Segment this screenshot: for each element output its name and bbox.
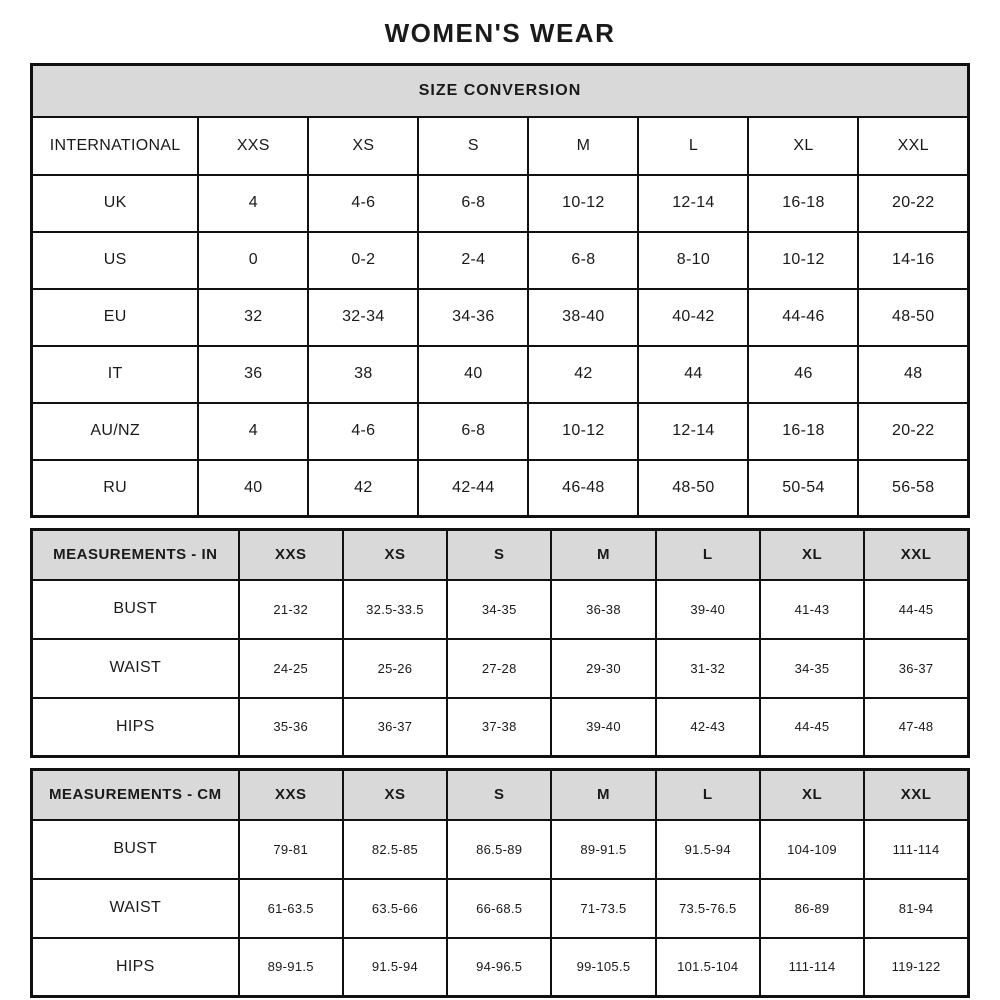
column-header: S bbox=[418, 117, 528, 175]
measure-cell: 81-94 bbox=[864, 879, 968, 938]
size-cell: 12-14 bbox=[638, 175, 748, 232]
row-label: EU bbox=[32, 289, 199, 346]
measure-cell: 36-38 bbox=[551, 580, 655, 639]
column-header: L bbox=[638, 117, 748, 175]
size-cell: 10-12 bbox=[528, 403, 638, 460]
measure-cell: 25-26 bbox=[343, 639, 447, 698]
size-cell: 20-22 bbox=[858, 175, 968, 232]
size-cell: 4 bbox=[198, 175, 308, 232]
column-header: XXL bbox=[864, 530, 968, 580]
table-row bbox=[32, 403, 969, 460]
measure-cell: 29-30 bbox=[551, 639, 655, 698]
table-row bbox=[32, 175, 969, 232]
size-cell: 46-48 bbox=[528, 460, 638, 517]
column-header: XL bbox=[748, 117, 858, 175]
column-header: M bbox=[528, 117, 638, 175]
measure-cell: 119-122 bbox=[864, 938, 968, 997]
section-header-measurements-in: MEASUREMENTS - IN bbox=[32, 530, 239, 580]
size-cell: 42 bbox=[308, 460, 418, 517]
measure-cell: 35-36 bbox=[239, 698, 343, 757]
table-row bbox=[32, 65, 969, 117]
table-row bbox=[32, 698, 969, 757]
table-row bbox=[32, 530, 969, 580]
column-header: XL bbox=[760, 530, 864, 580]
size-cell: 40-42 bbox=[638, 289, 748, 346]
measure-cell: 94-96.5 bbox=[447, 938, 551, 997]
row-label: AU/NZ bbox=[32, 403, 199, 460]
measure-cell: 44-45 bbox=[864, 580, 968, 639]
page-title: WOMEN'S WEAR bbox=[384, 18, 616, 48]
size-cell: 48 bbox=[858, 346, 968, 403]
row-label: BUST bbox=[32, 820, 239, 879]
column-header: S bbox=[447, 770, 551, 820]
row-label: WAIST bbox=[32, 879, 239, 938]
row-label: US bbox=[32, 232, 199, 289]
size-cell: 48-50 bbox=[638, 460, 748, 517]
table-row bbox=[32, 580, 969, 639]
size-cell: 46 bbox=[748, 346, 858, 403]
measure-cell: 73.5-76.5 bbox=[656, 879, 760, 938]
size-cell: 32-34 bbox=[308, 289, 418, 346]
size-conversion-table bbox=[30, 63, 970, 518]
measure-cell: 37-38 bbox=[447, 698, 551, 757]
size-cell: 34-36 bbox=[418, 289, 528, 346]
size-cell: 44-46 bbox=[748, 289, 858, 346]
size-cell: 48-50 bbox=[858, 289, 968, 346]
size-cell: 2-4 bbox=[418, 232, 528, 289]
measure-cell: 27-28 bbox=[447, 639, 551, 698]
row-label: HIPS bbox=[32, 938, 239, 997]
size-cell: 40 bbox=[418, 346, 528, 403]
table-row bbox=[32, 117, 969, 175]
measure-cell: 61-63.5 bbox=[239, 879, 343, 938]
measure-cell: 34-35 bbox=[760, 639, 864, 698]
size-cell: 6-8 bbox=[418, 403, 528, 460]
measure-cell: 101.5-104 bbox=[656, 938, 760, 997]
size-cell: 42 bbox=[528, 346, 638, 403]
measure-cell: 82.5-85 bbox=[343, 820, 447, 879]
measure-cell: 86.5-89 bbox=[447, 820, 551, 879]
table-row bbox=[32, 820, 969, 879]
measure-cell: 91.5-94 bbox=[656, 820, 760, 879]
size-cell: 38-40 bbox=[528, 289, 638, 346]
size-cell: 0 bbox=[198, 232, 308, 289]
row-label: WAIST bbox=[32, 639, 239, 698]
column-header: INTERNATIONAL bbox=[32, 117, 199, 175]
measure-cell: 39-40 bbox=[551, 698, 655, 757]
measure-cell: 39-40 bbox=[656, 580, 760, 639]
measure-cell: 91.5-94 bbox=[343, 938, 447, 997]
measure-cell: 111-114 bbox=[760, 938, 864, 997]
measure-cell: 99-105.5 bbox=[551, 938, 655, 997]
size-cell: 6-8 bbox=[418, 175, 528, 232]
column-header: L bbox=[656, 770, 760, 820]
measure-cell: 111-114 bbox=[864, 820, 968, 879]
column-header: L bbox=[656, 530, 760, 580]
measure-cell: 47-48 bbox=[864, 698, 968, 757]
column-header: S bbox=[447, 530, 551, 580]
size-cell: 4-6 bbox=[308, 175, 418, 232]
table-row bbox=[32, 770, 969, 820]
column-header: M bbox=[551, 530, 655, 580]
section-header-measurements-cm: MEASUREMENTS - CM bbox=[32, 770, 239, 820]
measure-cell: 79-81 bbox=[239, 820, 343, 879]
measure-cell: 63.5-66 bbox=[343, 879, 447, 938]
size-cell: 20-22 bbox=[858, 403, 968, 460]
measure-cell: 36-37 bbox=[864, 639, 968, 698]
measure-cell: 32.5-33.5 bbox=[343, 580, 447, 639]
size-cell: 10-12 bbox=[748, 232, 858, 289]
size-cell: 56-58 bbox=[858, 460, 968, 517]
measurements-in-table bbox=[30, 528, 970, 758]
measure-cell: 44-45 bbox=[760, 698, 864, 757]
table-row bbox=[32, 460, 969, 517]
measure-cell: 66-68.5 bbox=[447, 879, 551, 938]
measure-cell: 36-37 bbox=[343, 698, 447, 757]
table-row bbox=[32, 639, 969, 698]
table-row bbox=[32, 346, 969, 403]
measure-cell: 86-89 bbox=[760, 879, 864, 938]
measure-cell: 41-43 bbox=[760, 580, 864, 639]
column-header: XS bbox=[343, 770, 447, 820]
row-label: IT bbox=[32, 346, 199, 403]
row-label: HIPS bbox=[32, 698, 239, 757]
column-header: XXS bbox=[198, 117, 308, 175]
row-label: UK bbox=[32, 175, 199, 232]
column-header: M bbox=[551, 770, 655, 820]
table-row bbox=[32, 289, 969, 346]
measure-cell: 21-32 bbox=[239, 580, 343, 639]
measure-cell: 42-43 bbox=[656, 698, 760, 757]
size-cell: 32 bbox=[198, 289, 308, 346]
measure-cell: 89-91.5 bbox=[551, 820, 655, 879]
measurements-cm-table bbox=[30, 768, 970, 998]
row-label: RU bbox=[32, 460, 199, 517]
column-header: XL bbox=[760, 770, 864, 820]
size-cell: 12-14 bbox=[638, 403, 748, 460]
size-cell: 36 bbox=[198, 346, 308, 403]
measure-cell: 24-25 bbox=[239, 639, 343, 698]
size-cell: 10-12 bbox=[528, 175, 638, 232]
size-cell: 6-8 bbox=[528, 232, 638, 289]
measure-cell: 89-91.5 bbox=[239, 938, 343, 997]
size-cell: 40 bbox=[198, 460, 308, 517]
column-header: XXS bbox=[239, 530, 343, 580]
measure-cell: 31-32 bbox=[656, 639, 760, 698]
size-cell: 4-6 bbox=[308, 403, 418, 460]
size-cell: 42-44 bbox=[418, 460, 528, 517]
size-cell: 0-2 bbox=[308, 232, 418, 289]
column-header: XXL bbox=[858, 117, 968, 175]
size-cell: 50-54 bbox=[748, 460, 858, 517]
size-cell: 14-16 bbox=[858, 232, 968, 289]
table-row bbox=[32, 232, 969, 289]
size-cell: 38 bbox=[308, 346, 418, 403]
column-header: XXL bbox=[864, 770, 968, 820]
column-header: XS bbox=[343, 530, 447, 580]
size-cell: 8-10 bbox=[638, 232, 748, 289]
measure-cell: 34-35 bbox=[447, 580, 551, 639]
size-cell: 16-18 bbox=[748, 403, 858, 460]
table-row bbox=[32, 879, 969, 938]
size-cell: 4 bbox=[198, 403, 308, 460]
row-label: BUST bbox=[32, 580, 239, 639]
size-cell: 16-18 bbox=[748, 175, 858, 232]
measure-cell: 71-73.5 bbox=[551, 879, 655, 938]
table-row bbox=[32, 938, 969, 997]
column-header: XS bbox=[308, 117, 418, 175]
column-header: XXS bbox=[239, 770, 343, 820]
section-header-size-conversion: SIZE CONVERSION bbox=[32, 65, 969, 117]
measure-cell: 104-109 bbox=[760, 820, 864, 879]
size-cell: 44 bbox=[638, 346, 748, 403]
